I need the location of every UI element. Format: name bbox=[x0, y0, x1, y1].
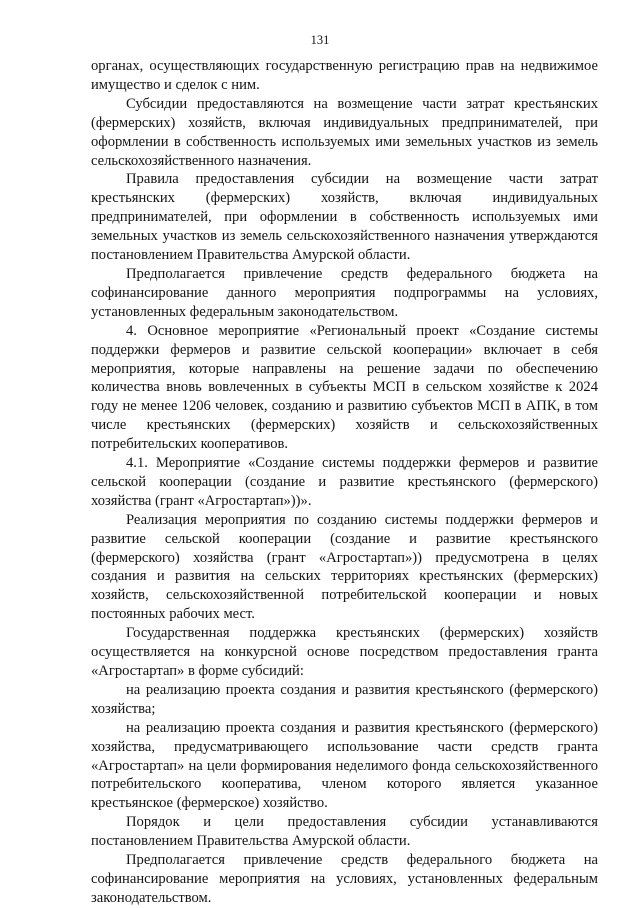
paragraph-measure-4-1: 4.1. Мероприятие «Создание системы поддержки фермеров и развитие сельской кооперации (создание и развитие крестьянского (фермерского) хозяйства (грант «Агростартап»))». bbox=[91, 455, 598, 509]
paragraph-list-item-cooperative: на реализацию проекта создания и развития крестьянского (фермерского) хозяйства, предусматривающего использование части средств гранта «Агростартап» на цели формирования неделимого фонда сельскохозяйственного потребительского кооператива, членом которого является указанное крестьянское (фермерское) хозяйство. bbox=[91, 719, 598, 812]
page-number: 131 bbox=[310, 33, 330, 47]
paragraph-procedure: Порядок и цели предоставления субсидии устанавливаются постановлением Правительства Амурской области. bbox=[91, 814, 598, 850]
document-body bbox=[91, 57, 598, 908]
paragraph-main-measure-4: 4. Основное мероприятие «Региональный проект «Создание системы поддержки фермеров и развитие сельской кооперации» включает в себя мероприятия, которые направлены на решение задачи по обеспечению количества вновь вовлеченных в субъекты МСП в сельском хозяйстве к 2024 году не менее 1206 человек, созданию и развитию субъектов МСП в АПК, в том числе крестьянских (фермерских) хозяйств и сельскохозяйственных потребительских кооперативов. bbox=[91, 322, 598, 453]
paragraph-federal-funding: Предполагается привлечение средств федерального бюджета на софинансирование данного мероприятия подпрограммы на условиях, установленных федеральным законодательством. bbox=[91, 265, 598, 320]
paragraph-measure-implementation: Реализация мероприятия по созданию системы поддержки фермеров и развитие сельской кооперации (создание и развитие крестьянского (фермерского) хозяйства (грант «Агростартап»)) предусмотрена в целях создания и развития на сельских территориях крестьянских (фермерских) хозяйств, сельскохозяйственной потребительской кооперации и новых постоянных рабочих мест. bbox=[91, 511, 598, 623]
paragraph-federal-cofinancing: Предполагается привлечение средств федерального бюджета на софинансирование мероприятия на условиях, установленных федеральным законодательством. bbox=[91, 852, 598, 906]
paragraph-subsidy-rules: Правила предоставления субсидии на возмещение части затрат крестьянских (фермерских) хозяйств, включая индивидуальных предпринимателей, при оформлении в собственность используемых ими земельных участков из земель сельскохозяйственного назначения утверждаются постановлением Правительства Амурской области. bbox=[91, 171, 598, 264]
paragraph-subsidies-purpose: Субсидии предоставляются на возмещение части затрат крестьянских (фермерских) хозяйств, включая индивидуальных предпринимателей, при оформлении в собственность используемых ими земельных участков из земель сельскохозяйственного назначения. bbox=[91, 95, 598, 169]
paragraph-state-support: Государственная поддержка крестьянских (фермерских) хозяйств осуществляется на конкурсной основе посредством предоставления гранта «Агростартап» в форме субсидий: bbox=[91, 625, 598, 679]
paragraph-list-item-project: на реализацию проекта создания и развития крестьянского (фермерского) хозяйства; bbox=[91, 681, 598, 717]
paragraph-continuation: органах, осуществляющих государственную регистрацию прав на недвижимое имущество и сделок с ним. bbox=[91, 58, 598, 93]
